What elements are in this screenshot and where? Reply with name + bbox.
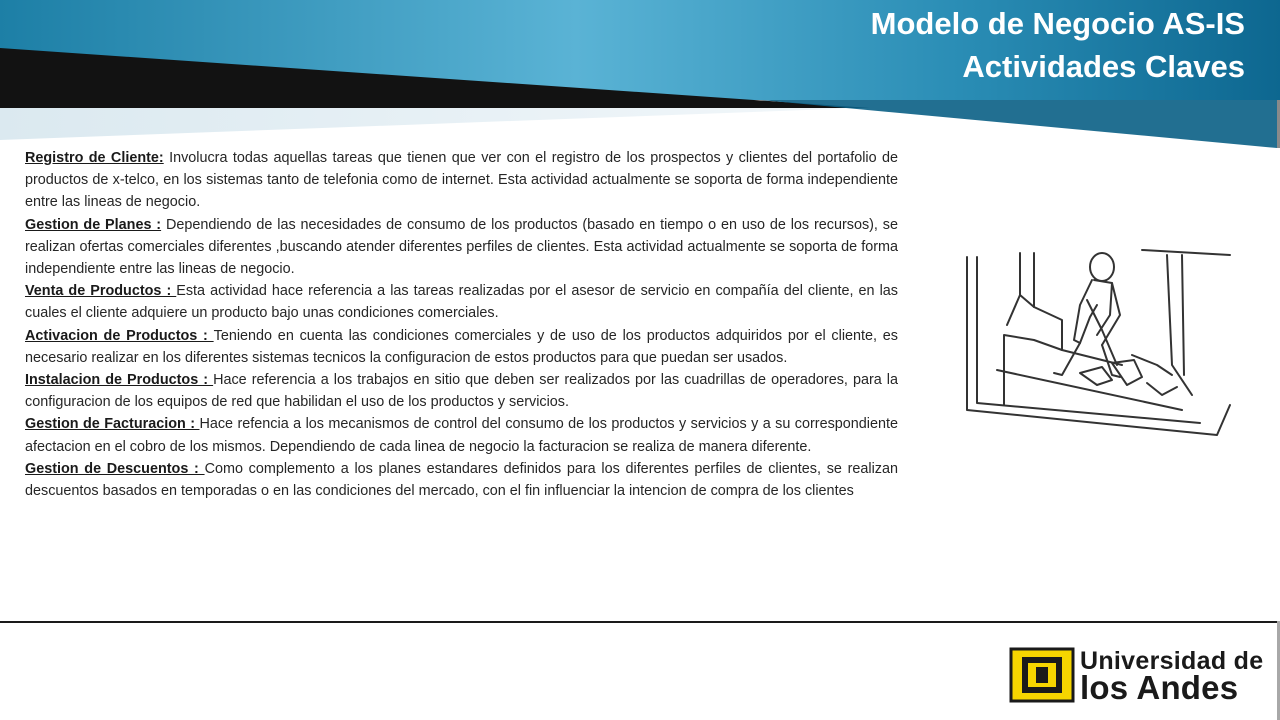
label-gestion-descuentos: Gestion de Descuentos : — [25, 460, 205, 477]
shield-logo-icon — [1008, 645, 1076, 705]
text-gestion-planes: Dependiendo de las necesidades de consumo de los productos (basado en tiempo o en uso de los recursos), se realizan ofertas comerciales diferentes ,buscando atender diferentes perfiles de clientes. Esta actividad actualmente se soporta de forma independiente entre las lineas de negocio. — [25, 216, 898, 278]
paragraph-gestion-facturacion — [25, 413, 898, 457]
paragraph-registro-cliente — [25, 147, 898, 214]
paragraph-instalacion-productos — [25, 369, 898, 413]
logo-line-1: Universidad de — [1080, 647, 1264, 675]
paragraph-venta-productos — [25, 280, 898, 324]
footer-divider — [0, 621, 1280, 623]
label-venta-productos: Venta de Productos : — [25, 283, 177, 300]
text-venta-productos: Esta actividad hace referencia a las tareas realizadas por el asesor de servicio en compañía del cliente, en las cuales el cliente adquiere un producto bajo unas condiciones comerciales. — [25, 283, 898, 322]
logo-line-2: los Andes — [1080, 669, 1239, 706]
label-instalacion-productos: Instalacion de Productos : — [25, 372, 214, 389]
activities-text — [25, 147, 898, 502]
label-activacion-productos: Activacion de Productos : — [25, 327, 214, 344]
label-gestion-facturacion: Gestion de Facturacion : — [25, 416, 200, 433]
worker-illustration — [962, 245, 1232, 450]
header-banner — [0, 0, 1280, 150]
text-registro-cliente: Involucra todas aquellas tareas que tienen que ver con el registro de los prospectos y clientes del portafolio de productos de x-telco, en los sistemas tanto de telefonia como de internet. Esta actividad actualmente se soporta de forma independiente entre las lineas de negocio. — [25, 150, 898, 211]
text-instalacion-productos: Hace referencia a los trabajos en sitio que deben ser realizados por las cuadrillas de operadores, para la configuracion de los equipos de red que habilidan el uso de los productos y servicios. — [25, 372, 898, 411]
title-line-2: Actividades Claves — [962, 49, 1245, 84]
text-gestion-descuentos: Como complemento a los planes estandares definidos para los diferentes perfiles de clientes, se realizan descuentos basados en temporadas o en las condiciones del mercado, con el fin influenciar la intencion de compra de los clientes — [25, 460, 898, 500]
label-gestion-planes: Gestion de Planes : — [25, 216, 162, 233]
paragraph-gestion-planes — [25, 214, 898, 281]
text-gestion-facturacion: Hace refencia a los mecanismos de control del consumo de los productos y servicios y a su correspondiente afectacion en el cobro de los mismos. Dependiendo de cada linea de negocio la facturacion se realiza de manera diferente. — [25, 416, 898, 455]
page-title — [871, 2, 1245, 88]
paragraph-activacion-productos — [25, 325, 898, 369]
text-activacion-productos: Teniendo en cuenta las condiciones comerciales y de uso de los productos adquiridos por el cliente, es necesario realizar en los diferentes sistemas tecnicos la configuracion de estos productos para que puedan ser usados. — [25, 327, 899, 366]
paragraph-gestion-descuentos — [25, 458, 898, 502]
universidad-logo — [1008, 645, 1263, 705]
title-line-1: Modelo de Negocio AS-IS — [870, 6, 1245, 41]
label-registro-cliente: Registro de Cliente: — [25, 150, 164, 166]
